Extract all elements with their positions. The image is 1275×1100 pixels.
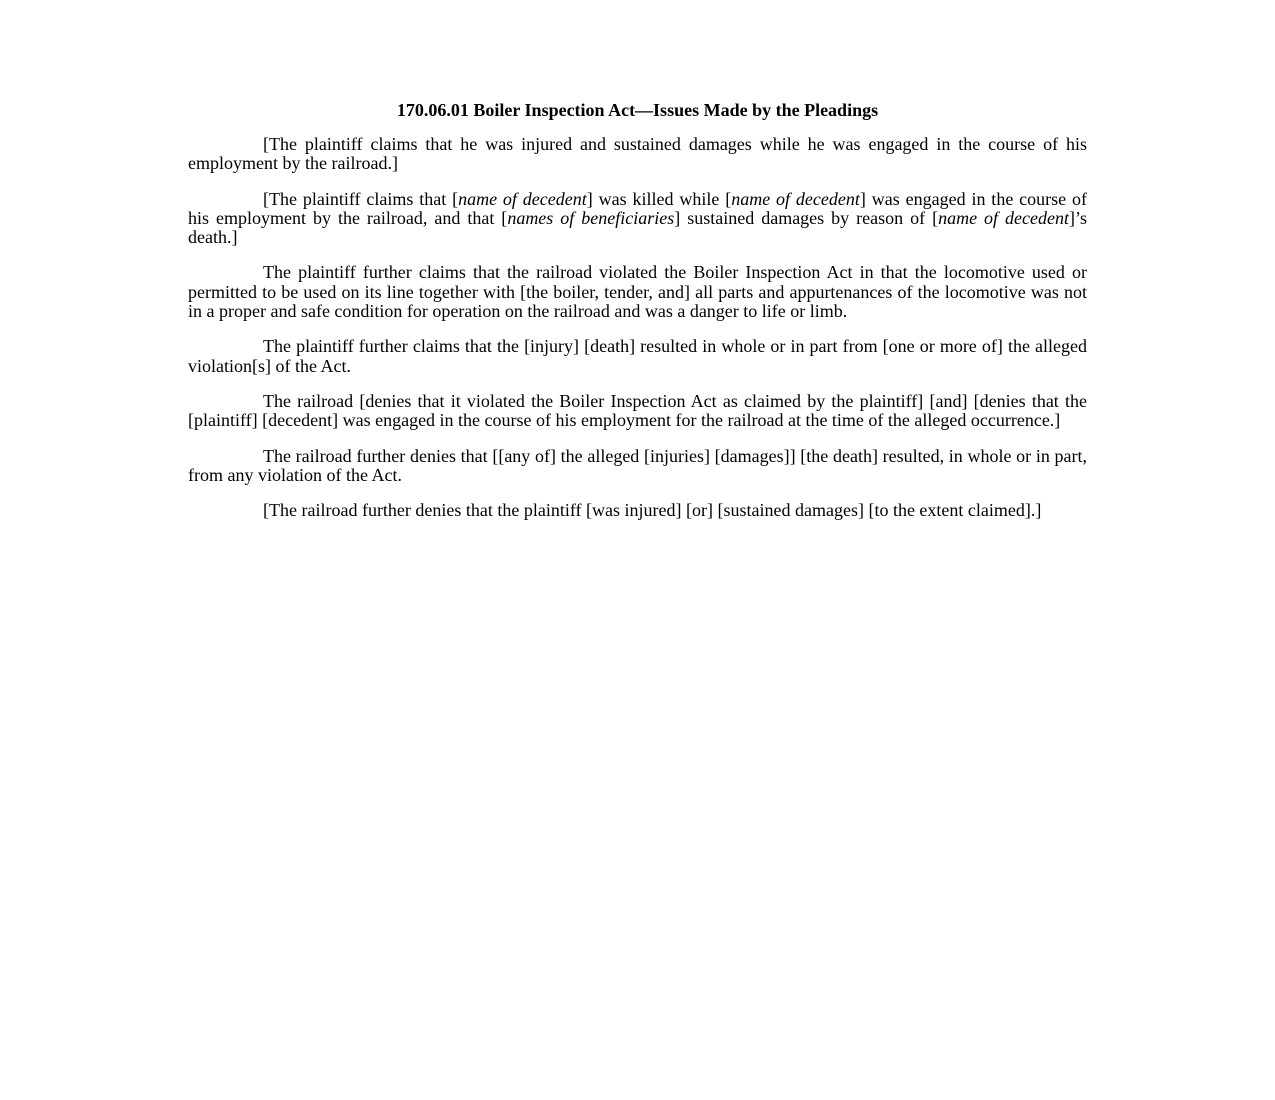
document-page — [188, 98, 1087, 536]
text-segment: ]’s death.] — [188, 207, 1087, 248]
paragraph-railroad-damages-denial: [The railroad further denies that the plaintiff [was injured] [or] [sustained damages] [to the extent claimed].] — [263, 500, 1042, 521]
paragraph-railroad-causation-denial: The railroad further denies that [[any of] the alleged [injuries] [damages]] [the death] resulted, in whole or in part, from any violation of the Act. — [188, 445, 1087, 485]
paragraph-plaintiff-death-claim — [188, 190, 1087, 248]
paragraph-violation-claim: The plaintiff further claims that the railroad violated the Boiler Inspection Act in that the locomotive used or permitted to be used on its line together with [the boiler, tender, and] all parts and appurtenances of the locomotive was not in a proper and safe condition for operation on the railroad and was a danger to life or limb. — [188, 262, 1087, 322]
document-title: 170.06.01 Boiler Inspection Act—Issues Made by the Pleadings — [396, 100, 879, 120]
placeholder-name-of-decedent: name of decedent — [731, 188, 860, 209]
paragraph-causation-claim: The plaintiff further claims that the [injury] [death] resulted in whole or in part from [one or more of] the alleged violation[s] of the Act. — [188, 336, 1087, 376]
text-segment: [The plaintiff claims that [ — [263, 188, 459, 209]
text-segment: ] sustained damages by reason of [ — [674, 207, 939, 228]
placeholder-name-of-decedent: name of decedent — [458, 188, 587, 209]
placeholder-name-of-decedent: name of decedent — [938, 207, 1069, 228]
placeholder-names-of-beneficiaries: names of beneficiaries — [507, 207, 675, 228]
paragraph-plaintiff-injury-claim: [The plaintiff claims that he was injured and sustained damages while he was engaged in the course of his employment by the railroad.] — [188, 134, 1087, 174]
paragraph-railroad-denial: The railroad [denies that it violated the Boiler Inspection Act as claimed by the plaintiff] [and] [denies that the [plaintiff] [decedent] was engaged in the course of his employment for the railroad at the time of the alleged occurrence.] — [188, 390, 1087, 431]
text-segment: ] was engaged in the course of his employment by the railroad, and that [ — [188, 188, 1088, 228]
text-segment: ] was killed while [ — [586, 188, 732, 209]
